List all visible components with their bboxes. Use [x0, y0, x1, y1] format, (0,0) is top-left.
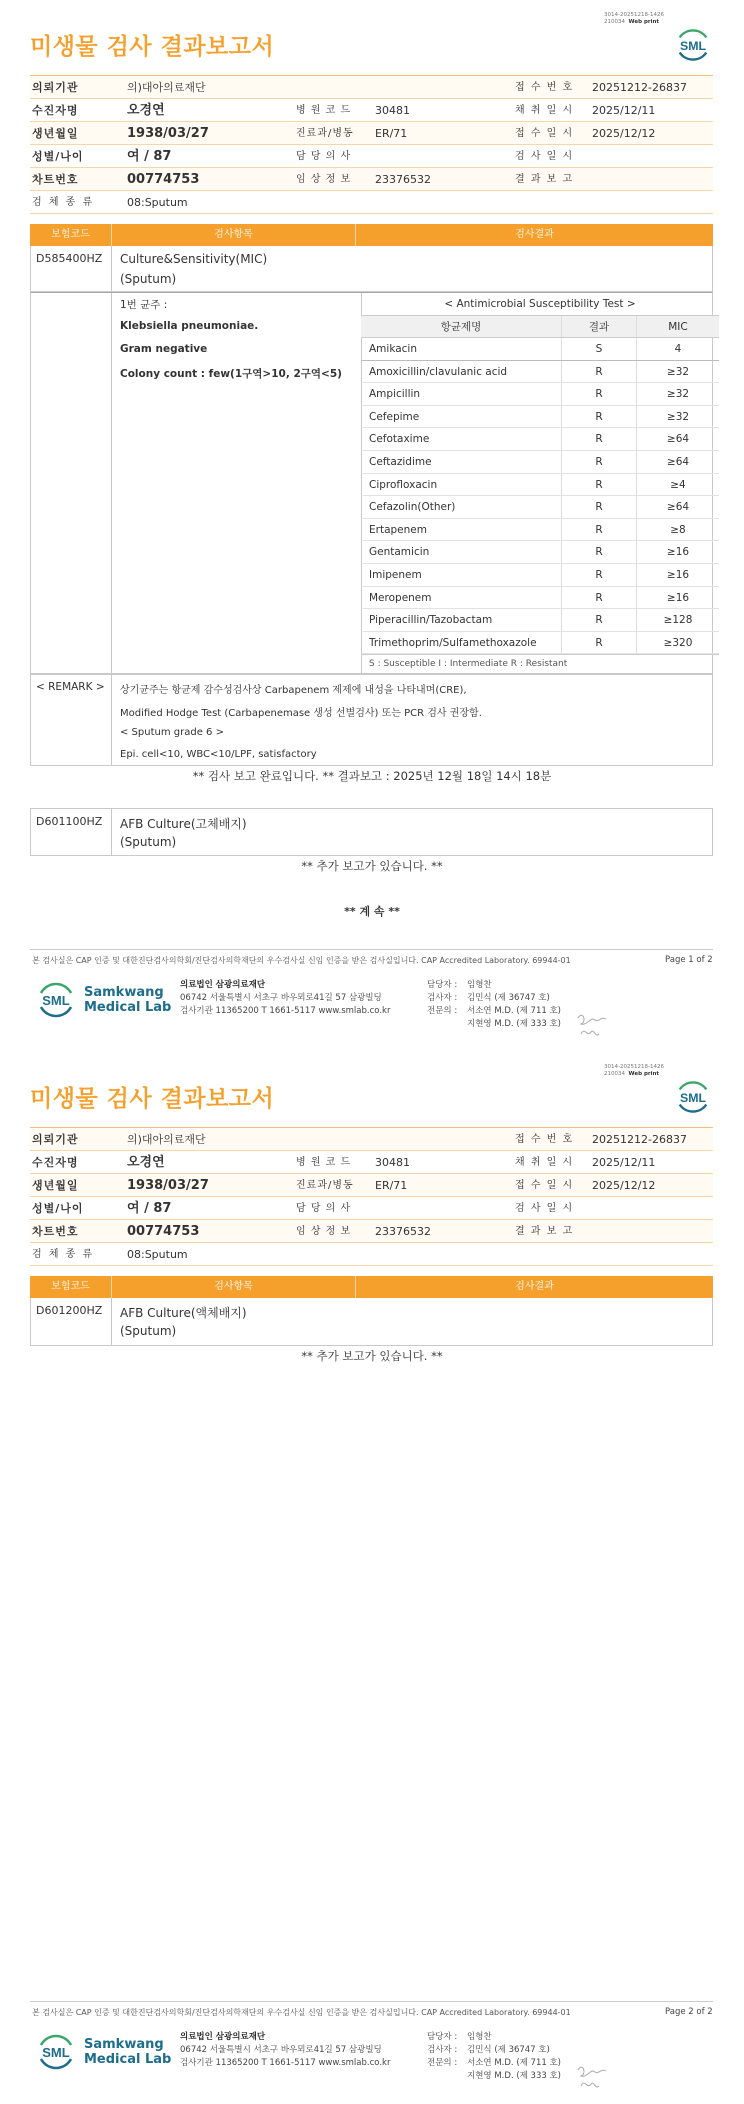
ast-row — [361, 587, 719, 610]
antibiotic-name: Piperacillin/Tazobactam — [369, 614, 493, 627]
antibiotic-name: Ciprofloxacin — [369, 478, 438, 491]
sml-logo-icon — [674, 1078, 712, 1116]
test-specimen: (Sputum) — [120, 1324, 177, 1338]
colony-count: Colony count : few(1구역>10, 2구역<5) — [120, 368, 342, 380]
report-page-2 — [0, 1052, 744, 2104]
mic-value: ≥32 — [636, 361, 719, 383]
patient-info-table — [30, 75, 713, 214]
antibiotic-name: Ertapenem — [369, 523, 427, 536]
footer-staff-names: 임형찬 김민식 (제 36747 호) 서소연 M.D. (제 711 호) 지현영 M.D. (제 333 호) — [467, 2032, 562, 2081]
remark-line: 상기균주는 항균제 감수성검사상 Carbapenem 제제에 내성을 나타내며(CRE), — [120, 685, 467, 696]
antibiotic-name: Trimethoprim/Sulfamethoxazole — [369, 636, 537, 649]
footer-staff-labels: 담당자 : 검사자 : 전문의 : — [427, 2032, 458, 2068]
test-afb-culture-solid — [30, 808, 713, 856]
remark-line: < Sputum grade 6 > — [120, 727, 224, 738]
test-code: D585400HZ — [36, 252, 103, 265]
susceptibility-result: R — [561, 632, 636, 654]
pending-note: ** 추가 보고가 있습니다. ** — [301, 1349, 443, 1363]
test-afb-culture-liquid — [30, 1298, 713, 1346]
info-row-sex-age: 성별/나이 여 / 87 담 당 의 사 검 사 일 시 — [30, 1197, 713, 1220]
footer-org: 의료법인 삼광의료재단 06742 서울특별시 서초구 바우뫼로41길 57 삼광빌딩 검사기관 11365200 T 1661-5117 www.smlab.co.kr — [180, 2032, 391, 2068]
ast-row — [361, 338, 719, 361]
mic-value: ≥16 — [636, 564, 719, 586]
test-name: Culture&Sensitivity(MIC) — [120, 252, 268, 266]
ast-row — [361, 564, 719, 587]
info-row-institution: 의뢰기관 의)대아의료재단 접 수 번 호 20251212-26837 — [30, 76, 713, 99]
ast-row — [361, 406, 719, 429]
svg-text:SML: SML — [42, 2045, 70, 2060]
info-row-patient: 수진자명 오경연 병 원 코 드 30481 채 취 일 시 2025/12/11 — [30, 1151, 713, 1174]
antibiotic-name: Cefotaxime — [369, 433, 430, 446]
cert-note: 본 검사실은 CAP 인증 및 대한진단검사의학회/진단검사의학재단의 우수검사실 신임 인증을 받은 검사실입니다. CAP Accredited Laboratory. 69944-01 — [32, 956, 571, 965]
antibiotic-name: Ceftazidime — [369, 455, 432, 468]
ast-row — [361, 496, 719, 519]
antibiotic-name: Ampicillin — [369, 388, 421, 401]
susceptibility-result: R — [561, 451, 636, 473]
footer-brand: Samkwang Medical Lab — [84, 2037, 172, 2067]
patient-info-table — [30, 1127, 713, 1266]
susceptibility-result: R — [561, 474, 636, 496]
mic-value: ≥16 — [636, 587, 719, 609]
svg-text:SML: SML — [679, 38, 707, 53]
ast-title: < Antimicrobial Susceptibility Test > — [361, 292, 719, 316]
signature-icon — [575, 1008, 609, 1042]
signature-icon — [575, 2060, 609, 2094]
antibiotic-name: Amikacin — [369, 343, 418, 355]
results-table-header: 보험코드 검사항목 검사결과 — [30, 224, 713, 246]
test-name: AFB Culture(액체배지) — [120, 1306, 247, 1320]
pending-note: ** 추가 보고가 있습니다. ** — [301, 859, 443, 873]
antibiotic-name: Cefepime — [369, 410, 420, 423]
mic-value: ≥4 — [636, 474, 719, 496]
ast-row — [361, 609, 719, 632]
footer-staff-labels: 담당자 : 검사자 : 전문의 : — [427, 980, 458, 1016]
mic-value: ≥16 — [636, 541, 719, 563]
mic-value: ≥32 — [636, 406, 719, 428]
gram-stain: Gram negative — [120, 343, 208, 355]
ast-rows — [361, 338, 719, 654]
completion-note: ** 검사 보고 완료입니다. ** 결과보고 : 2025년 12월 18일 14시 18분 — [192, 769, 552, 783]
remark-label: < REMARK > — [36, 681, 105, 693]
remark-line: Modified Hodge Test (Carbapenemase 생성 선별검사) 또는 PCR 검사 권장함. — [120, 708, 482, 719]
info-row-specimen: 검 체 종 류 08:Sputum — [30, 191, 713, 214]
ast-row — [361, 632, 719, 655]
info-row-chart: 차트번호 00774753 임 상 정 보 23376532 결 과 보 고 — [30, 168, 713, 191]
susceptibility-result: R — [561, 428, 636, 450]
susceptibility-result: R — [561, 564, 636, 586]
print-id: 3014-20251218-1426 210034 Web print — [604, 1064, 664, 1077]
info-row-birth: 생년월일 1938/03/27 진료과/병동 ER/71 접 수 일 시 2025/12/12 — [30, 122, 713, 145]
remark-line: Epi. cell<10, WBC<10/LPF, satisfactory — [120, 749, 317, 760]
mic-value: ≥64 — [636, 451, 719, 473]
ast-row — [361, 451, 719, 474]
test-specimen: (Sputum) — [120, 272, 177, 286]
test-name: AFB Culture(고체배지) — [120, 817, 247, 831]
footer-org: 의료법인 삼광의료재단 06742 서울특별시 서초구 바우뫼로41길 57 삼광빌딩 검사기관 11365200 T 1661-5117 www.smlab.co.kr — [180, 980, 391, 1016]
antibiotic-name: Meropenem — [369, 591, 432, 604]
susceptibility-result: R — [561, 406, 636, 428]
ast-row — [361, 383, 719, 406]
results-table-header: 보험코드 검사항목 검사결과 — [30, 1276, 713, 1298]
organism-name: Klebsiella pneumoniae. — [120, 320, 259, 332]
print-id: 3014-20251218-1426 210034 Web print — [604, 12, 664, 25]
susceptibility-result: S — [561, 338, 636, 360]
info-row-chart: 차트번호 00774753 임 상 정 보 23376532 결 과 보 고 — [30, 1220, 713, 1243]
report-title: 미생물 검사 결과보고서 — [30, 1086, 275, 1112]
info-row-birth: 생년월일 1938/03/27 진료과/병동 ER/71 접 수 일 시 2025/12/12 — [30, 1174, 713, 1197]
sml-footer-logo-icon — [36, 980, 76, 1020]
ast-row — [361, 519, 719, 542]
ast-row — [361, 428, 719, 451]
test-specimen: (Sputum) — [120, 835, 177, 849]
page-number: Page 1 of 2 — [665, 955, 713, 965]
ast-table — [361, 292, 719, 673]
info-row-sex-age: 성별/나이 여 / 87 담 당 의 사 검 사 일 시 — [30, 145, 713, 168]
svg-text:SML: SML — [42, 993, 70, 1008]
continued-note: ** 계 속 ** — [344, 905, 400, 918]
ast-legend: S : Susceptible I : Intermediate R : Resistant — [361, 654, 719, 673]
susceptibility-result: R — [561, 383, 636, 405]
antibiotic-name: Imipenem — [369, 568, 422, 581]
svg-text:SML: SML — [679, 1090, 707, 1105]
organism-number: 1번 균주 : — [120, 299, 168, 311]
info-row-specimen: 검 체 종 류 08:Sputum — [30, 1243, 713, 1266]
test-code: D601200HZ — [36, 1304, 103, 1317]
mic-value: ≥64 — [636, 428, 719, 450]
remark-block — [30, 674, 713, 766]
ast-row — [361, 361, 719, 384]
susceptibility-result: R — [561, 587, 636, 609]
report-title: 미생물 검사 결과보고서 — [30, 34, 275, 60]
antibiotic-name: Amoxicillin/clavulanic acid — [369, 365, 508, 378]
mic-value: ≥32 — [636, 383, 719, 405]
mic-value: ≥64 — [636, 496, 719, 518]
susceptibility-result: R — [561, 609, 636, 631]
info-row-patient: 수진자명 오경연 병 원 코 드 30481 채 취 일 시 2025/12/11 — [30, 99, 713, 122]
mic-value: 4 — [636, 338, 719, 360]
test-code: D601100HZ — [36, 815, 103, 828]
page-number: Page 2 of 2 — [665, 2007, 713, 2017]
susceptibility-result: R — [561, 496, 636, 518]
sml-logo-icon — [674, 26, 712, 64]
footer-brand: Samkwang Medical Lab — [84, 985, 172, 1015]
info-row-institution: 의뢰기관 의)대아의료재단 접 수 번 호 20251212-26837 — [30, 1128, 713, 1151]
footer-staff-names: 임형찬 김민식 (제 36747 호) 서소연 M.D. (제 711 호) 지현영 M.D. (제 333 호) — [467, 980, 562, 1029]
ast-column-headers: 항균제명 결과 MIC — [361, 316, 719, 338]
ast-row — [361, 541, 719, 564]
mic-value: ≥128 — [636, 609, 719, 631]
test-culture-sensitivity — [30, 246, 713, 292]
susceptibility-result: R — [561, 361, 636, 383]
antibiotic-name: Cefazolin(Other) — [369, 501, 456, 514]
susceptibility-result: R — [561, 519, 636, 541]
mic-value: ≥320 — [636, 632, 719, 654]
antibiotic-name: Gentamicin — [369, 546, 430, 559]
sml-footer-logo-icon — [36, 2032, 76, 2072]
cert-note: 본 검사실은 CAP 인증 및 대한진단검사의학회/진단검사의학재단의 우수검사실 신임 인증을 받은 검사실입니다. CAP Accredited Laboratory. 69944-01 — [32, 2008, 571, 2017]
mic-value: ≥8 — [636, 519, 719, 541]
ast-row — [361, 474, 719, 497]
susceptibility-result: R — [561, 541, 636, 563]
